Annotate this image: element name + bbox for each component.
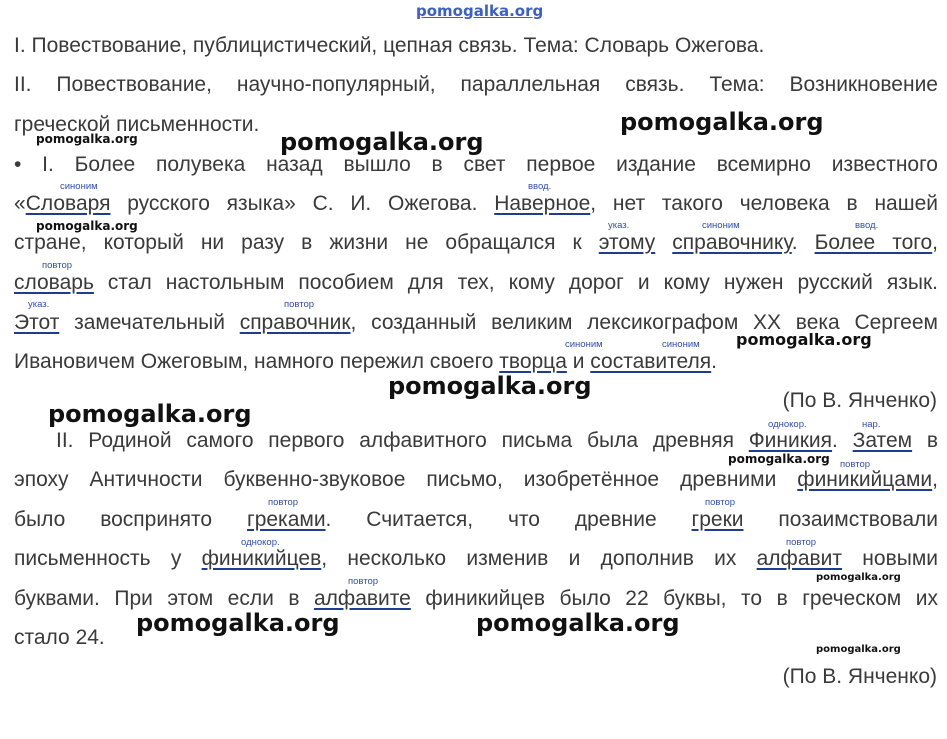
watermark: pomogalka.org [48,400,252,428]
text2-source: (По В. Янченко) [782,665,937,688]
text1-line-3: стране, который ни разу в жизни не обращался к этому справочнику. Более того, [14,231,938,254]
word-sostavitelya: составителя [590,350,712,373]
watermark: pomogalka.org [476,609,680,637]
watermark: pomogalka.org [36,219,138,233]
text2-line-5: буквами. При этом если в алфавите финикийцев было 22 буквы, то в греческом их [14,587,938,610]
watermark: pomogalka.org [816,644,901,655]
note-odnokor: однокор. [768,419,807,430]
note-povtor: повтор [348,576,379,587]
word-grekami: греками [247,508,326,531]
word-etot: Этот [14,311,60,334]
word-navernoe: Наверное [494,192,591,215]
note-sinonim: синоним [662,339,700,350]
word-spravochnik: справочник [239,311,351,334]
note-nar: нар. [862,419,881,430]
word-tvorca: творца [499,350,567,373]
note-vvod: ввод. [855,220,879,231]
text2-line-3: было воспринято греками. Считается, что древние греки позаимствовали [14,508,938,531]
watermark: pomogalka.org [736,330,872,349]
header-watermark: pomogalka.org [416,2,544,20]
text1-line-5: Этот замечательный справочник, созданный великим лексикографом XX века Сергеем [14,311,938,334]
summary-line-1: I. Повествование, публицистический, цепная связь. Тема: Словарь Ожегова. [14,34,765,57]
text1-line-1: • I. Более полувека назад вышло в свет первое издание всемирно известного [14,153,938,176]
watermark: pomogalka.org [816,572,901,583]
note-odnokor: однокор. [241,537,280,548]
word-spravochniku: справочнику [672,231,792,254]
note-vvod: ввод. [528,181,552,192]
text1-line-6: Ивановичем Ожеговым, намного пережил своего творца и составителя. [14,350,717,373]
word-finikiytsami: финикийцами [797,468,933,491]
word-slovar-2: словарь [14,271,94,294]
text1-line-4: словарь стал настольным пособием для тех, кому дорог и кому нужен русский язык. [14,271,938,294]
watermark: pomogalka.org [280,128,484,156]
watermark: pomogalka.org [728,452,830,466]
summary-line-3: греческой письменности. [14,113,260,136]
note-povtor: повтор [268,497,299,508]
word-finikiya: Финикия [748,429,833,452]
word-bolee-togo: Более того [814,231,933,254]
text1-line-2: «Словаря русского языка» С. И. Ожегова. Наверное, нет такого человека в нашей [14,192,938,215]
note-povtor: повтор [786,537,817,548]
note-ukaz: указ. [28,299,50,310]
word-slovar: Словаря [25,192,111,215]
watermark: pomogalka.org [620,108,824,136]
note-povtor: повтор [284,299,315,310]
word-zatem: Затем [852,429,913,452]
watermark: pomogalka.org [388,372,592,400]
note-ukaz: указ. [608,220,630,231]
watermark: pomogalka.org [36,132,138,146]
text2-line-2: эпоху Античности буквенно-звуковое письмо, изобретённое древними финикийцами, [14,468,938,491]
text2-line-6: стало 24. [14,626,105,649]
word-alfavit: алфавит [756,547,843,570]
note-sinonim: синоним [60,181,98,192]
note-povtor: повтор [42,260,73,271]
summary-line-2: II. Повествование, научно-популярный, параллельная связь. Тема: Возникновение [14,73,938,96]
note-povtor: повтор [705,497,736,508]
word-finikiytsev: финикийцев [201,547,322,570]
watermark: pomogalka.org [136,609,340,637]
word-greki: греки [691,508,744,531]
text1-source: (По В. Янченко) [782,389,937,412]
text2-line-1: II. Родиной самого первого алфавитного письма была древняя Финикия. Затем в [56,429,938,452]
note-povtor: повтор [840,459,871,470]
word-alfavite: алфавите [314,587,411,610]
word-etomu: этому [598,231,656,254]
note-sinonim: синоним [702,220,740,231]
text2-line-4: письменность у финикийцев, несколько изменив и дополнив их алфавит новыми [14,547,938,570]
note-sinonim: синоним [565,339,603,350]
